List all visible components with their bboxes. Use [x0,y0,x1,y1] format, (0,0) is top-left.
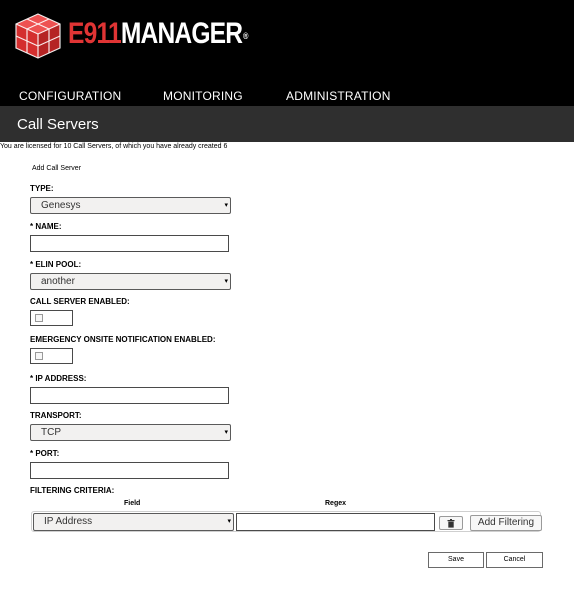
transport-label: TRANSPORT: [30,411,82,420]
brand-accent: E911 [68,17,121,50]
port-input[interactable] [30,462,229,479]
transport-select[interactable] [30,424,231,441]
filter-regex-input[interactable] [236,513,435,531]
nav-configuration[interactable]: CONFIGURATION [19,89,122,103]
brand-name: MANAGER [120,17,243,50]
elin-pool-select[interactable] [30,273,231,290]
type-select-value: Genesys [41,200,81,211]
name-input[interactable] [30,235,229,252]
filter-field-value: IP Address [44,516,93,527]
call-server-enabled-checkbox[interactable] [35,314,43,322]
dropdown-caret-icon: ▾ [227,518,231,525]
delete-filter-button[interactable] [439,516,463,530]
filtering-criteria-label: FILTERING CRITERIA: [30,486,115,495]
nav-administration[interactable]: ADMINISTRATION [286,89,391,103]
call-server-enabled-wrapper [30,310,73,326]
type-select[interactable] [30,197,231,214]
dropdown-caret-icon: ▾ [224,202,228,209]
name-label: * NAME: [30,222,62,231]
nav-monitoring[interactable]: MONITORING [163,89,243,103]
form-section-title: Add Call Server [32,165,82,172]
emergency-onsite-wrapper [30,348,73,364]
add-filtering-button[interactable]: Add Filtering [470,515,542,531]
page-title: Call Servers [17,116,99,133]
top-header [0,0,574,106]
elin-pool-select-value: another [41,276,75,287]
emergency-onsite-label: EMERGENCY ONSITE NOTIFICATION ENABLED: [30,335,216,344]
page-title-bar [0,106,574,142]
cancel-button[interactable]: Cancel [486,552,543,568]
ip-address-label: * IP ADDRESS: [30,374,87,383]
column-header-regex: Regex [325,500,347,507]
trash-icon [447,519,455,528]
brand-logo [68,16,248,52]
port-label: * PORT: [30,449,60,458]
filter-field-select[interactable] [33,513,234,531]
column-header-field: Field [124,500,141,507]
license-note: You are licensed for 10 Call Servers, of which you have already created 6 [0,143,228,150]
elin-pool-label: * ELIN POOL: [30,260,82,269]
registered-mark: ® [243,31,248,41]
dropdown-caret-icon: ▾ [224,278,228,285]
ip-address-input[interactable] [30,387,229,404]
save-button[interactable]: Save [428,552,484,568]
type-label: TYPE: [30,184,54,193]
call-server-enabled-label: CALL SERVER ENABLED: [30,297,130,306]
cube-logo-icon [12,12,64,60]
dropdown-caret-icon: ▾ [224,429,228,436]
emergency-onsite-checkbox[interactable] [35,352,43,360]
transport-select-value: TCP [41,427,61,438]
